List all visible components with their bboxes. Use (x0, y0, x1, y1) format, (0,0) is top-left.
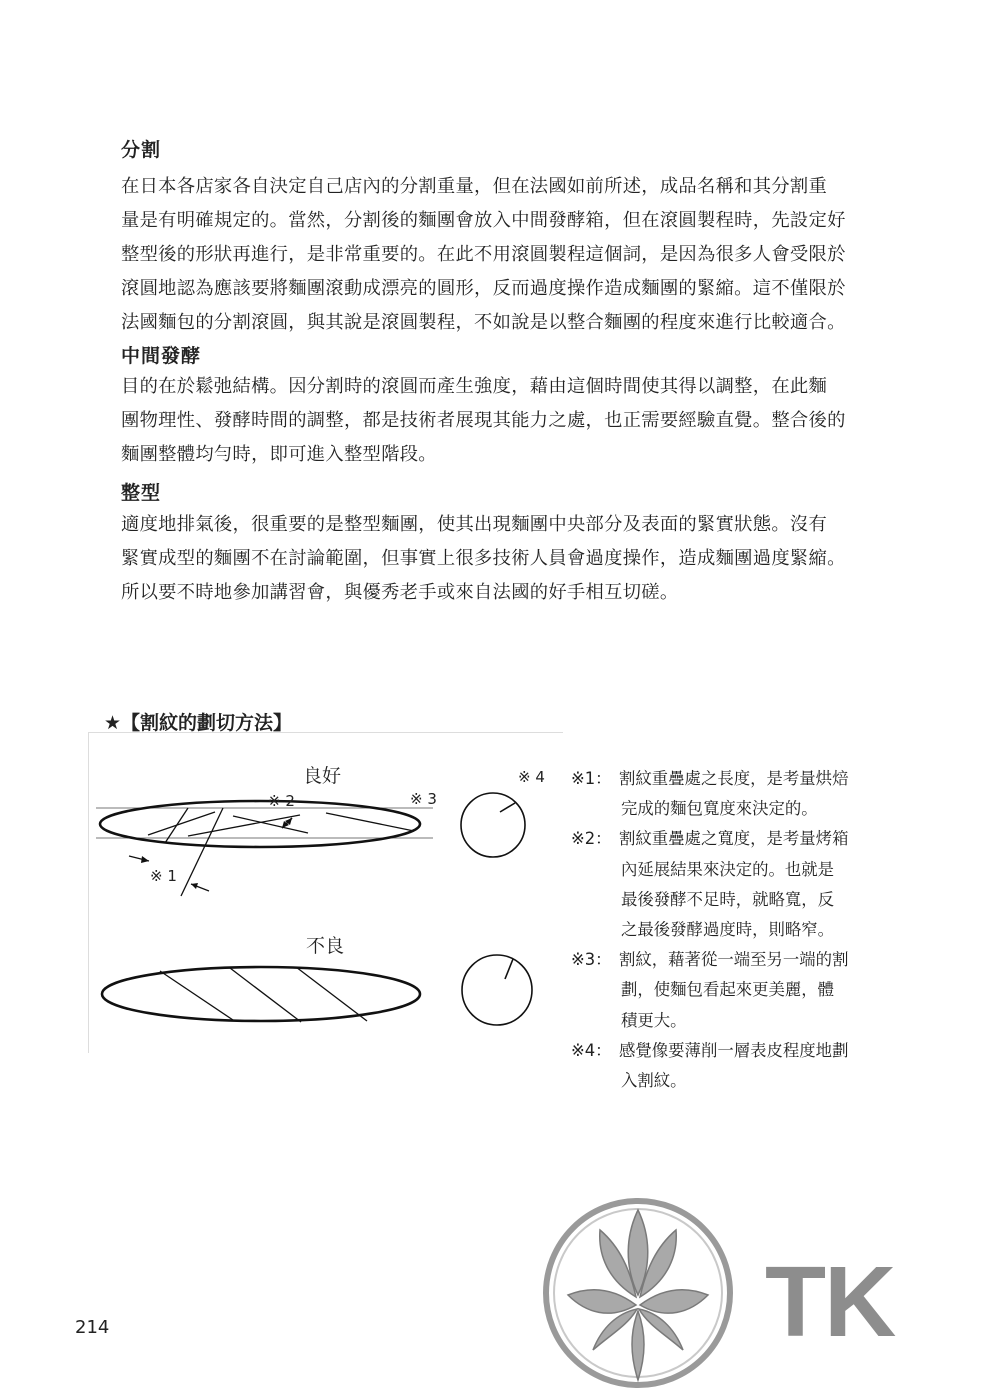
figure-title: ★【割紋的劃切方法】 (104, 712, 293, 734)
text-line: 緊實成型的麵團不在討論範圍，但事實上很多技術人員會過度操作，造成麵團過度緊縮。 (121, 548, 846, 569)
note-line: 完成的麵包寬度來決定的。 (621, 799, 818, 819)
note-2 (571, 824, 871, 945)
figure-notes (571, 764, 871, 1096)
text-line: 目的在於鬆弛結構。因分割時的滾圓而產生強度，藉由這個時間使其得以調整，在此麵 (121, 376, 828, 397)
bad-label: 不良 (306, 935, 345, 957)
note-line: 積更大。 (621, 1010, 687, 1030)
mark2-label: ※ 2 (268, 792, 295, 810)
bad-score-line (160, 971, 233, 1020)
section-paragraph-dividing (121, 170, 871, 340)
arrowhead (141, 856, 149, 863)
section-paragraph-shaping (121, 508, 871, 610)
note-line: 入割紋。 (621, 1071, 687, 1091)
bad-score-line (230, 968, 301, 1022)
note-mark: ※3： (571, 950, 612, 970)
text-line: 在日本各店家各自決定自己店內的分割重量，但在法國如前所述，成品名稱和其分割重 (121, 176, 828, 197)
section-title-shaping: 整型 (121, 482, 162, 504)
note-line: 割紋重疊處之長度，是考量烘焙 (619, 769, 849, 788)
mark4-cut (500, 803, 515, 812)
note-line: 最後發酵不足時，就略寬，反 (621, 889, 835, 909)
note-line: 內延展結果來決定的。也就是 (621, 859, 835, 879)
note-mark: ※2： (571, 829, 612, 849)
text-line: 法國麵包的分割滾圓，與其說是滾圓製程，不如說是以整合麵團的程度來進行比較適合。 (121, 312, 846, 333)
bad-score-line (296, 967, 367, 1021)
note-1 (571, 764, 871, 824)
score-line (326, 813, 414, 831)
note-line: 割紋，藉著從一端至另一端的割 (619, 950, 849, 970)
text-line: 所以要不時地參加講習會，與優秀老手或來自法國的好手相互切磋。 (121, 582, 679, 603)
text-line: 量是有明確規定的。當然，分割後的麵團會放入中間發酵箱，但在滾圓製程時，先設定好 (121, 210, 846, 231)
note-mark: ※4： (571, 1040, 612, 1060)
text-line: 麵團整體均勻時，即可進入整型階段。 (121, 444, 437, 465)
section-title-dividing: 分割 (121, 139, 162, 161)
text-line: 整型後的形狀再進行，是非常重要的。在此不用滾圓製程這個詞，是因為很多人會受限於 (121, 244, 846, 265)
note-line: 劃，使麵包看起來更美麗，體 (621, 980, 835, 1000)
note-line: 之最後發酵過度時，則略窄。 (621, 920, 835, 940)
good-label: 良好 (303, 765, 342, 787)
mark1-label: ※ 1 (150, 867, 177, 885)
text-line: 團物理性、發酵時間的調整，都是技術者展現其能力之處，也正需要經驗直覺。整合後的 (121, 410, 846, 431)
note-line: 感覺像要薄削一層表皮程度地劃 (619, 1040, 849, 1060)
section-paragraph-bench-rest (121, 370, 871, 472)
note-3 (571, 945, 871, 1036)
logo-text: TK (765, 1246, 895, 1358)
note-4 (571, 1036, 871, 1096)
section-title-bench-rest: 中間發酵 (121, 345, 202, 367)
score-line (233, 816, 308, 833)
arrowhead (191, 883, 198, 889)
text-line: 滾圓地認為應該要將麵團滾動成漂亮的圓形，反而過度操作造成麵團的緊縮。這不僅限於 (121, 278, 846, 299)
note-line: 割紋重疊處之寬度，是考量烤箱 (619, 829, 849, 849)
bad-cross-section (462, 955, 532, 1025)
scoring-diagram (88, 732, 562, 1052)
mark3-label: ※ 3 (410, 790, 437, 808)
text-line: 適度地排氣後，很重要的是整型麵團，使其出現麵團中央部分及表面的緊實狀態。沒有 (121, 514, 828, 535)
mark4-label: ※ 4 (518, 768, 545, 786)
page-number: 214 (75, 1317, 110, 1338)
note-mark: ※1： (571, 769, 612, 788)
score-line (148, 812, 215, 835)
good-cross-section (461, 793, 525, 857)
bad-loaf-outline (102, 967, 420, 1021)
bamboo-leaf-logo-icon (538, 1185, 738, 1400)
bad-cut (505, 959, 513, 979)
